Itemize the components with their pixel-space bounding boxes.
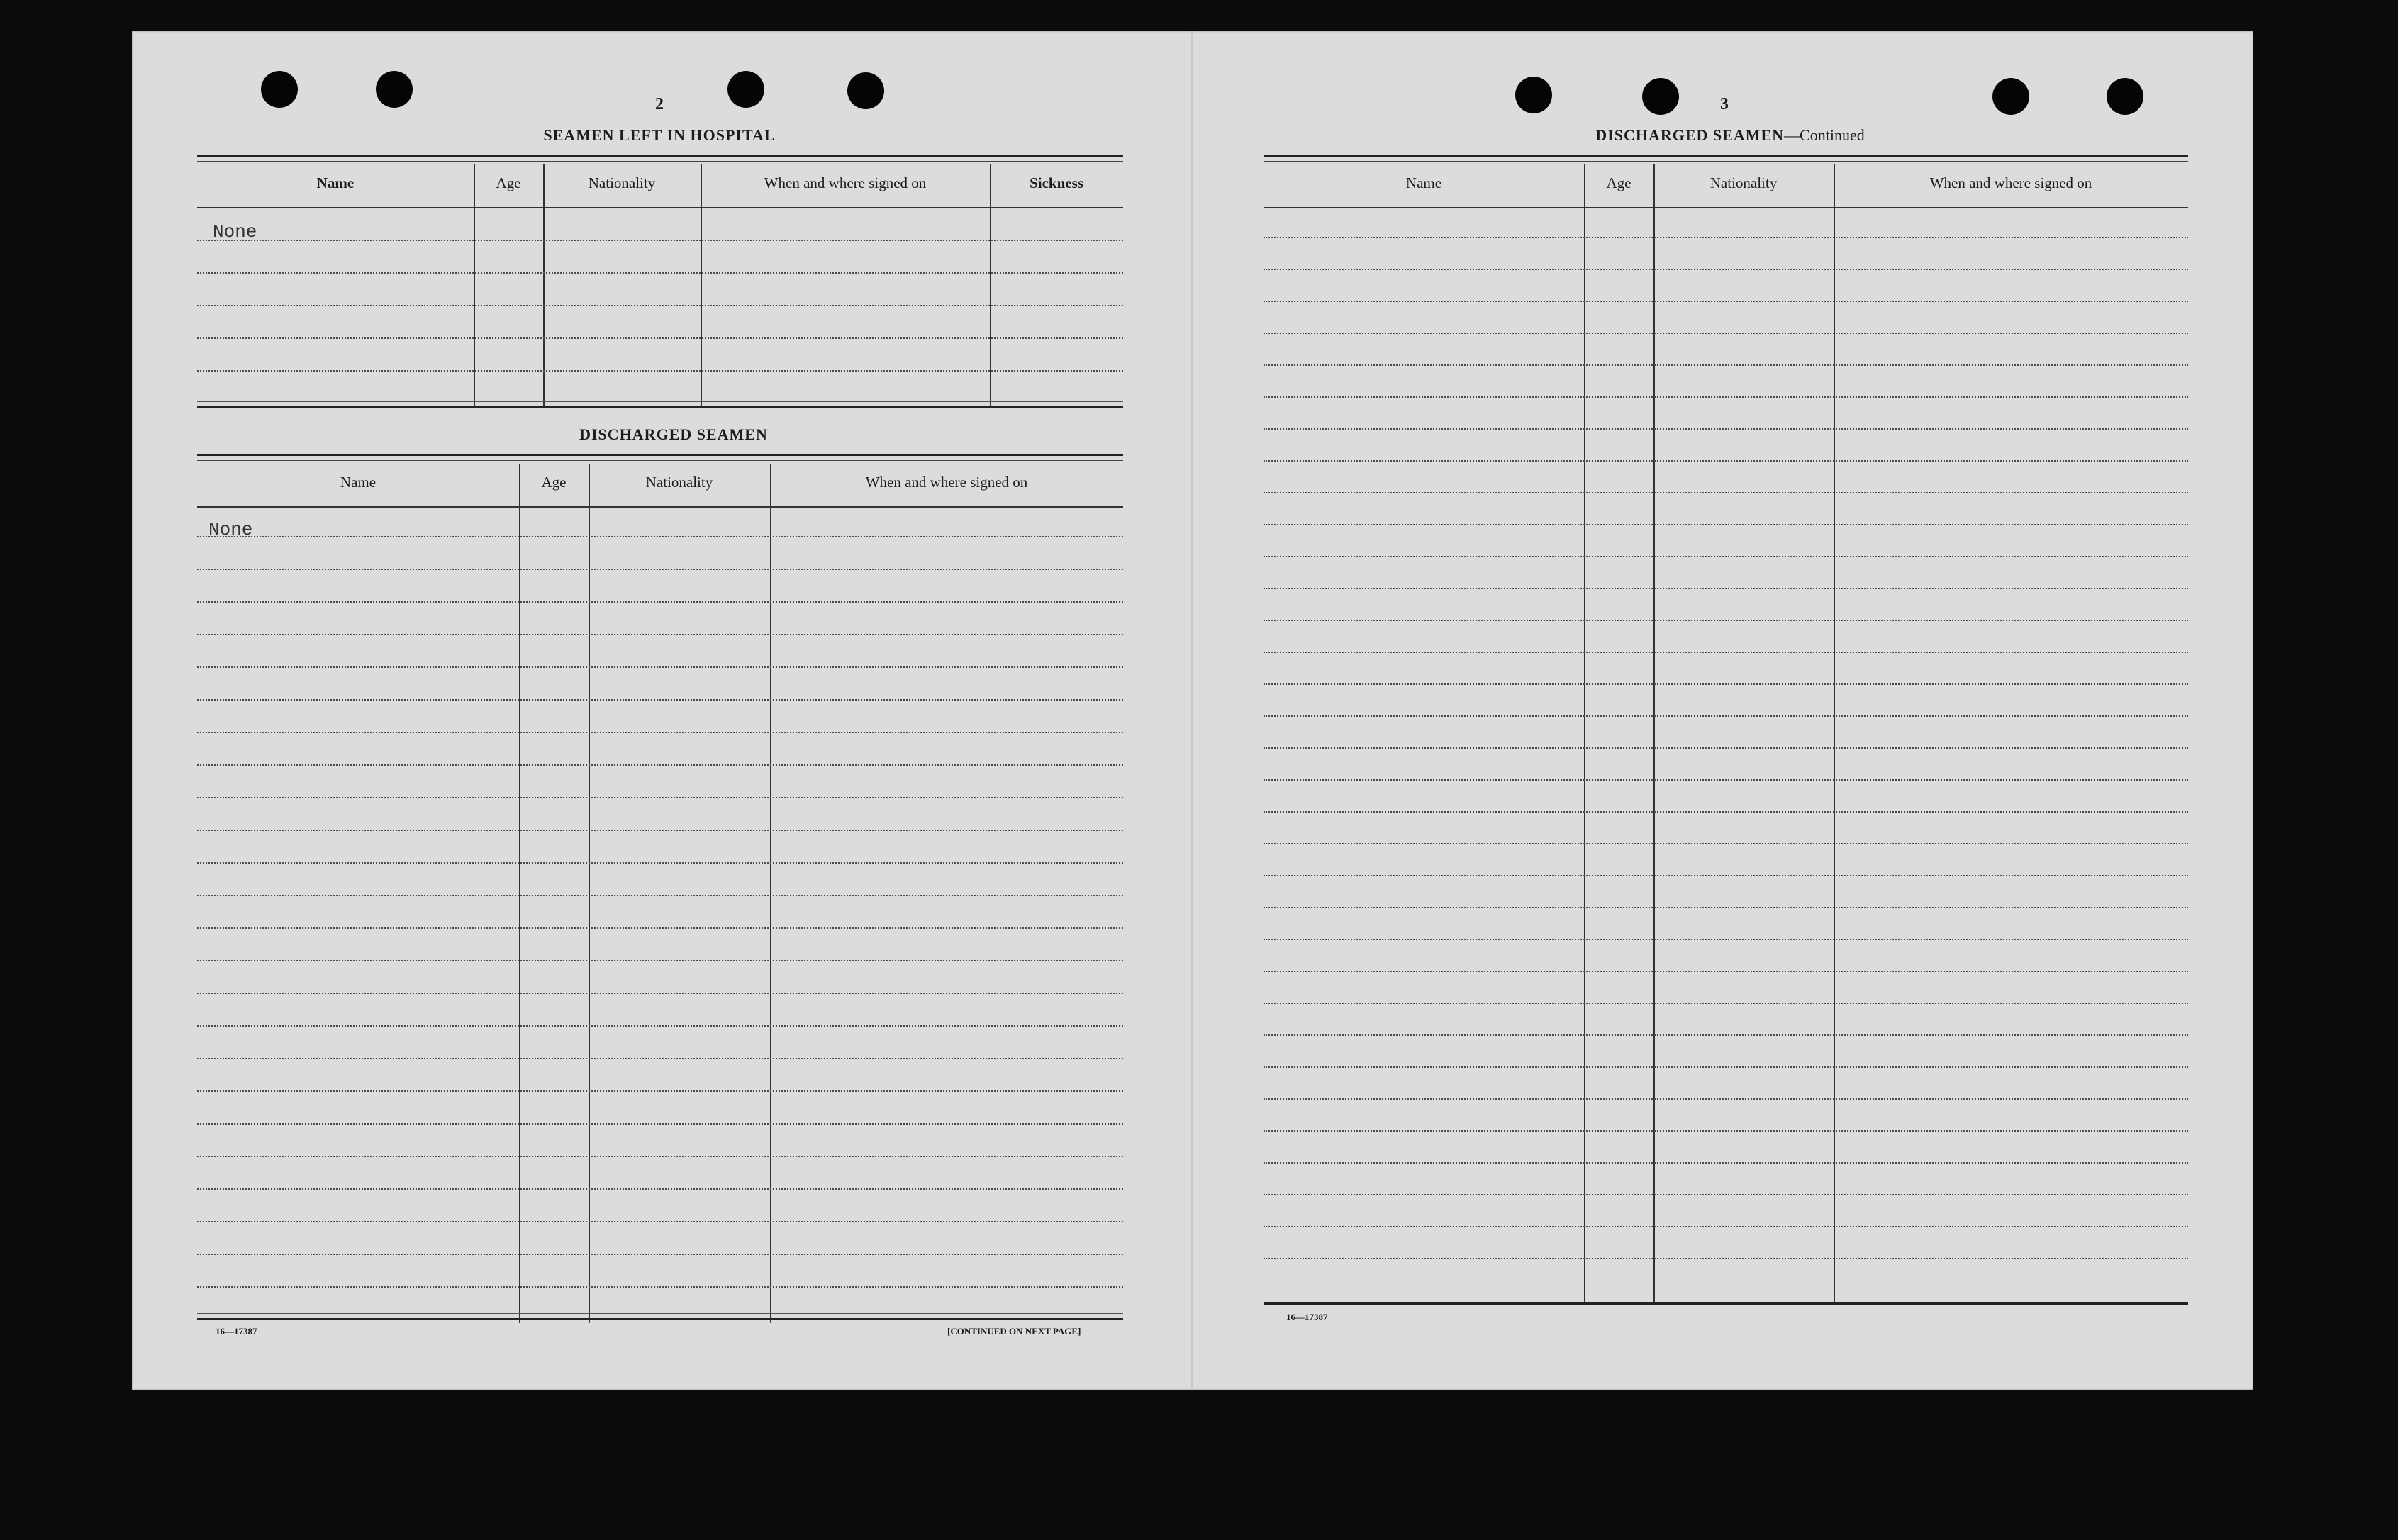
row-line — [1264, 1194, 2188, 1195]
col-header-name: Name — [1405, 174, 1442, 191]
row-line — [1264, 1130, 2188, 1132]
row-line — [1264, 1066, 2188, 1068]
row-line — [197, 732, 1123, 733]
col-header-name: Name — [316, 174, 355, 191]
row-line — [197, 993, 1123, 994]
row-line — [197, 927, 1123, 929]
row-line — [197, 1188, 1123, 1190]
row-line — [197, 862, 1123, 864]
row-line — [197, 960, 1123, 961]
row-line — [197, 370, 1123, 372]
row-line — [1264, 1162, 2188, 1164]
table-top-rule — [1264, 155, 2188, 162]
row-line — [1264, 1098, 2188, 1100]
row-line — [1264, 556, 2188, 557]
row-line — [1264, 747, 2188, 749]
column-divider — [701, 164, 702, 406]
column-divider — [990, 164, 991, 406]
row-line — [197, 764, 1123, 766]
discharged-table — [197, 454, 1123, 1324]
row-line — [1264, 428, 2188, 430]
row-line — [197, 634, 1123, 635]
punch-hole — [1992, 78, 2029, 115]
row-line — [1264, 492, 2188, 493]
continued-note: [CONTINUED ON NEXT PAGE] — [947, 1326, 1081, 1337]
table-top-rule — [197, 454, 1123, 461]
col-header-nationality: Nationality — [645, 474, 713, 491]
table-top-rule — [197, 155, 1123, 162]
row-line — [1264, 301, 2188, 302]
row-line — [197, 601, 1123, 603]
row-line — [197, 1221, 1123, 1222]
row-line — [1264, 460, 2188, 462]
discharged-entry-name: None — [208, 519, 253, 540]
row-line — [1264, 907, 2188, 908]
punch-hole — [376, 71, 413, 108]
col-header-age: Age — [496, 174, 521, 191]
row-line — [1264, 333, 2188, 334]
row-line — [197, 1286, 1123, 1288]
row-line — [197, 337, 1123, 339]
table-header — [1264, 162, 2188, 208]
table-header — [197, 162, 1123, 208]
row-line — [1264, 715, 2188, 717]
hospital-section-title: SEAMEN LEFT IN HOSPITAL — [543, 126, 776, 144]
col-header-age: Age — [541, 474, 567, 491]
punch-hole — [1642, 78, 1679, 115]
row-line — [1264, 237, 2188, 238]
row-line — [1264, 1226, 2188, 1227]
punch-hole — [727, 71, 764, 108]
row-line — [1264, 875, 2188, 876]
table-bottom-rule — [197, 401, 1123, 408]
row-line — [197, 240, 1123, 241]
row-line — [1264, 843, 2188, 844]
page-number-right: 3 — [1720, 95, 1729, 113]
column-divider — [589, 464, 590, 1323]
row-line — [197, 536, 1123, 537]
column-divider — [474, 164, 475, 406]
col-header-nationality: Nationality — [1710, 174, 1778, 191]
punch-hole — [2107, 78, 2143, 115]
row-line — [1264, 1003, 2188, 1004]
page-number-left: 2 — [655, 95, 664, 113]
table-bottom-rule — [1264, 1298, 2188, 1305]
row-line — [1264, 620, 2188, 621]
row-line — [1264, 364, 2188, 366]
row-line — [1264, 269, 2188, 270]
row-line — [1264, 524, 2188, 525]
row-line — [1264, 588, 2188, 589]
punch-hole — [847, 72, 884, 109]
row-line — [1264, 652, 2188, 653]
row-line — [197, 666, 1123, 668]
row-line — [197, 830, 1123, 831]
row-line — [197, 1025, 1123, 1027]
row-line — [197, 569, 1123, 570]
col-header-sickness: Sickness — [1030, 174, 1083, 191]
row-line — [1264, 1258, 2188, 1259]
table-bottom-rule — [197, 1313, 1123, 1320]
column-divider — [770, 464, 771, 1323]
column-divider — [519, 464, 520, 1323]
table-header — [197, 461, 1123, 508]
row-line — [197, 699, 1123, 701]
row-line — [197, 1254, 1123, 1255]
col-header-signed-on: When and where signed on — [865, 474, 1028, 491]
column-divider — [543, 164, 545, 406]
col-header-age: Age — [1606, 174, 1632, 191]
row-line — [197, 895, 1123, 896]
punch-hole — [261, 71, 298, 108]
row-line — [1264, 971, 2188, 972]
hospital-table — [197, 155, 1123, 408]
discharged-section-title: DISCHARGED SEAMEN — [579, 425, 768, 443]
row-line — [1264, 1034, 2188, 1036]
row-line — [197, 1156, 1123, 1157]
row-line — [1264, 779, 2188, 781]
row-line — [197, 272, 1123, 274]
title-main: DISCHARGED SEAMEN — [1595, 126, 1785, 144]
row-line — [197, 1123, 1123, 1125]
form-number-left: 16—17387 — [216, 1326, 257, 1337]
punch-hole — [1515, 77, 1552, 113]
title-continued: —Continued — [1784, 126, 1865, 144]
row-line — [197, 1058, 1123, 1059]
col-header-nationality: Nationality — [588, 174, 656, 191]
discharged-continued-title — [1532, 126, 1929, 145]
col-header-name: Name — [340, 474, 377, 491]
col-header-signed-on: When and where signed on — [764, 174, 927, 191]
row-line — [1264, 396, 2188, 398]
page-fold — [1191, 31, 1193, 1390]
row-line — [197, 797, 1123, 798]
discharged-continued-table — [1264, 155, 2188, 1303]
row-line — [1264, 811, 2188, 813]
hospital-entry-name: None — [213, 221, 257, 242]
form-number-right: 16—17387 — [1286, 1312, 1328, 1322]
col-header-signed-on: When and where signed on — [1929, 174, 2092, 191]
row-line — [1264, 683, 2188, 685]
row-line — [1264, 939, 2188, 940]
row-line — [197, 1090, 1123, 1092]
row-line — [197, 305, 1123, 306]
